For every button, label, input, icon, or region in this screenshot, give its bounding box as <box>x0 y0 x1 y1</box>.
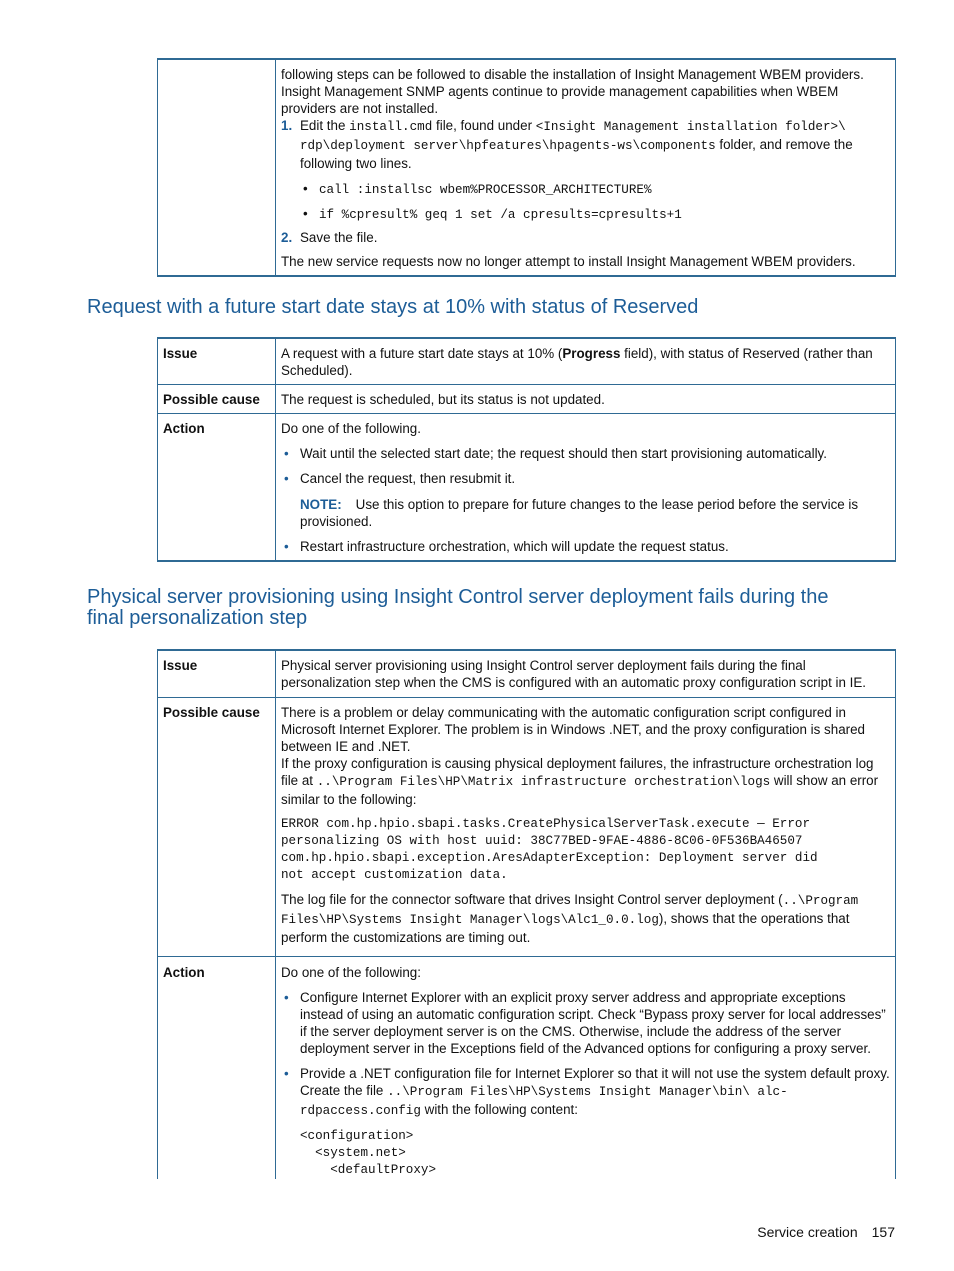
bullet-icon: • <box>284 990 289 1005</box>
config-code-block: <configuration> <system.net> <defaultProxy> <box>300 1129 437 1177</box>
list-item <box>281 1065 890 1179</box>
step-number: 2. <box>281 230 293 245</box>
action-intro: Do one of the following. <box>281 421 421 436</box>
bullet-text: Provide a .NET configuration file for Internet Explorer so that it will not use the system default proxy. Create the file <box>300 1066 890 1098</box>
cause-label: Possible cause <box>158 698 276 957</box>
bullet-icon: • <box>284 539 289 554</box>
config-file-code: ..\Program Files\HP\Systems Insight Manager\bin\ alc-rdpaccess.config <box>300 1085 788 1118</box>
code-line-item <box>300 205 890 224</box>
issue-text <box>276 338 896 385</box>
bullet-text: Wait until the selected start date; the request should then start provisioning automatically. <box>300 446 827 461</box>
issue-text-part: A request with a future start date stays at 10% ( <box>281 346 563 361</box>
action-label: Action <box>158 957 276 1180</box>
list-item <box>281 538 890 555</box>
bullet-icon: • <box>284 1066 289 1081</box>
table-row <box>158 385 896 414</box>
error-code-block: ERROR com.hp.hpio.sbapi.tasks.CreatePhysicalServerTask.execute — Error personalizing OS with host uuid: 38C77BED-9FAE-4886-8C06-0F536BA46507 com.hp.hpio.sbapi.exception.AresAdapterException: Deployment server did not accept customization data. <box>281 817 818 882</box>
folder-path-code: <Insight Management installation folder>\ rdp\deployment server\hpfeatures\hpagents-ws\components <box>300 120 846 153</box>
note-text: Use this option to prepare for future changes to the lease period before the service is provisioned. <box>300 497 859 529</box>
bullet-text: with the following content: <box>420 1102 578 1117</box>
list-item <box>281 470 890 530</box>
bullet-icon: • <box>303 206 308 221</box>
cause-text-part: If the proxy configuration is causing physical deployment failures, the infrastructure orchestration log file at <box>281 756 874 788</box>
personalization-failure-table <box>157 649 896 1179</box>
cause-text: The request is scheduled, but its status is not updated. <box>276 385 896 414</box>
bullet-icon: • <box>284 446 289 461</box>
cause-cell <box>276 698 896 957</box>
action-intro: Do one of the following: <box>281 965 421 980</box>
log-path-code: ..\Program Files\HP\Matrix infrastructure orchestration\logs <box>316 775 771 789</box>
table-content-cell <box>276 59 896 276</box>
table-row <box>158 414 896 562</box>
issue-text: Physical server provisioning using Insight Control server deployment fails during the final personalization step when the CMS is configured with an automatic proxy configuration script in IE. <box>276 650 896 698</box>
cause-text-part: ), shows that the operations that perform the customizations are timing out. <box>281 911 850 945</box>
steps-list <box>281 117 890 246</box>
intro-text: following steps can be followed to disable the installation of Insight Management WBEM providers. Insight Management SNMP agents continue to provide management capabilities when WBEM providers are not installed. <box>281 67 864 116</box>
code-line: call :installsc wbem%PROCESSOR_ARCHITECTURE% <box>319 183 652 197</box>
cause-paragraph <box>281 755 890 808</box>
lines-list <box>300 180 890 224</box>
outro-text: The new service requests now no longer attempt to install Insight Management WBEM providers. <box>281 254 856 269</box>
cause-paragraph <box>281 891 890 946</box>
cause-text-part: will show an error similar to the following: <box>281 773 879 807</box>
page-number: 157 <box>871 1224 895 1240</box>
note-block <box>300 496 890 530</box>
step-text: file, found under <box>432 118 536 133</box>
step-text: Edit the <box>300 118 350 133</box>
action-label: Action <box>158 414 276 562</box>
code-line: if %cpresult% geq 1 set /a cpresults=cpresults+1 <box>319 208 682 222</box>
code-line-item <box>300 180 890 199</box>
bullet-text: Configure Internet Explorer with an explicit proxy server address and appropriate exceptions instead of using an automatic configuration script. Check “Bypass proxy server for local addresses” if the server deployment server is on the CMS. Otherwise, include the address of the server deployment server in the Exceptions field of the Advanced options for configuring a proxy server. <box>300 990 886 1056</box>
step-item <box>281 117 890 224</box>
bullet-icon: • <box>284 471 289 486</box>
progress-field-name: Progress <box>562 346 621 361</box>
list-item <box>281 989 890 1057</box>
step-text: Save the file. <box>300 230 378 245</box>
step-number: 1. <box>281 118 293 133</box>
bullet-text: Cancel the request, then resubmit it. <box>300 471 516 486</box>
issue-label: Issue <box>158 650 276 698</box>
footer-section-name: Service creation <box>757 1224 858 1240</box>
list-item <box>281 445 890 462</box>
table-label-cell <box>158 59 276 276</box>
table-row <box>158 338 896 385</box>
log-file-code: ..\Program Files\HP\Systems Insight Manager\logs\Alc1_0.0.log <box>281 894 859 927</box>
step-text: folder, and remove the following two lines. <box>300 137 853 171</box>
cause-label: Possible cause <box>158 385 276 414</box>
cause-text-part: The log file for the connector software that drives Insight Control server deployment ( <box>281 892 783 907</box>
cause-paragraph: There is a problem or delay communicating with the automatic configuration script configured in Microsoft Internet Explorer. The problem is in Windows .NET, and the proxy configuration is shared between IE and .NET. <box>281 705 866 754</box>
note-label: NOTE: <box>300 497 342 512</box>
reserved-status-table <box>157 337 896 562</box>
action-cell <box>276 957 896 1180</box>
step-item <box>281 229 890 246</box>
issue-label: Issue <box>158 338 276 385</box>
action-list <box>281 445 890 555</box>
action-cell <box>276 414 896 562</box>
bullet-icon: • <box>303 181 308 196</box>
table-row <box>158 698 896 957</box>
file-name-code: install.cmd <box>349 120 433 134</box>
action-list <box>281 989 890 1179</box>
page-footer <box>757 1224 895 1241</box>
section-heading: Physical server provisioning using Insight Control server deployment fails during the final personalization step <box>87 586 829 629</box>
wbem-steps-table <box>157 58 896 277</box>
table-row <box>158 957 896 1180</box>
section-heading: Request with a future start date stays at 10% with status of Reserved <box>87 296 699 318</box>
issue-text-part: field), with status of Reserved (rather than Scheduled). <box>281 346 873 378</box>
table-row <box>158 650 896 698</box>
bullet-text: Restart infrastructure orchestration, which will update the request status. <box>300 539 729 554</box>
